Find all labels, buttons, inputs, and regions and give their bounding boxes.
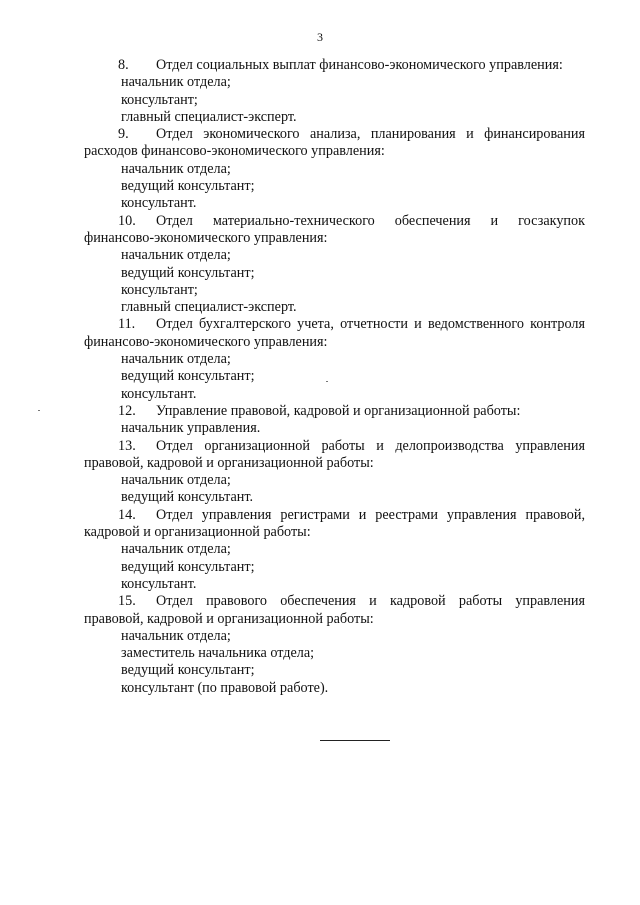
section-title: Отдел экономического анализа, планирования и финансирования расходов финансово-экономического управления: — [84, 126, 585, 160]
section-number: 10. — [118, 212, 136, 229]
position-item: консультант; — [121, 281, 198, 298]
position-item: ведущий консультант. — [121, 489, 254, 506]
position-item: начальник отдела; — [121, 627, 231, 644]
position-item: консультант. — [121, 385, 197, 402]
section-title: Отдел бухгалтерского учета, отчетности и ведомственного контроля финансово-экономического управления: — [84, 316, 585, 350]
section-title: Отдел социальных выплат финансово-экономического управления: — [156, 57, 563, 73]
section-number: 13. — [118, 437, 136, 454]
position-item: консультант; — [121, 91, 198, 108]
section-14 — [84, 507, 585, 593]
page-number: 3 — [317, 30, 323, 44]
section-number: 15. — [118, 593, 136, 610]
section-8 — [84, 57, 585, 126]
position-item: главный специалист-эксперт. — [121, 108, 297, 125]
position-item: начальник управления. — [121, 420, 261, 437]
position-item: начальник отдела; — [121, 247, 231, 264]
section-number: 14. — [118, 506, 136, 523]
position-item: ведущий консультант; — [121, 558, 255, 575]
section-11 — [84, 316, 585, 402]
section-15 — [84, 593, 585, 697]
section-title: Отдел организационной работы и делопроизводства управления правовой, кадровой и организационной работы: — [84, 437, 585, 471]
section-10 — [84, 213, 585, 317]
position-item: начальник отдела; — [121, 541, 231, 558]
scan-speck — [38, 410, 40, 411]
section-heading — [84, 507, 585, 542]
section-heading — [84, 403, 585, 420]
section-heading — [84, 57, 585, 74]
section-heading — [84, 126, 585, 161]
section-12 — [84, 403, 585, 438]
section-number: 9. — [118, 126, 129, 143]
section-title: Отдел управления регистрами и реестрами управления правовой, кадровой и организационной работы: — [84, 506, 585, 541]
position-item: ведущий консультант; — [121, 264, 255, 281]
position-item: заместитель начальника отдела; — [121, 645, 315, 662]
section-heading — [84, 213, 585, 248]
section-heading — [84, 593, 585, 628]
section-number: 8. — [118, 57, 129, 73]
position-item: начальник отдела; — [121, 351, 231, 368]
position-item: консультант. — [121, 575, 197, 592]
section-9 — [84, 126, 585, 212]
position-item: начальник отдела; — [121, 160, 231, 177]
scan-speck — [326, 381, 328, 382]
section-title: Управление правовой, кадровой и организационной работы: — [156, 402, 521, 419]
section-title: Отдел правового обеспечения и кадровой работы управления правовой, кадровой и организационной работы: — [84, 593, 585, 627]
section-heading — [84, 438, 585, 473]
section-number: 11. — [118, 316, 136, 333]
position-item: начальник отдела; — [121, 472, 231, 489]
section-title: Отдел материально-технического обеспечения и госзакупок финансово-экономического управления: — [84, 212, 585, 246]
position-item: начальник отдела; — [121, 74, 231, 91]
position-item: главный специалист-эксперт. — [121, 299, 297, 316]
position-item: консультант (по правовой работе). — [121, 679, 329, 696]
document-body — [84, 57, 585, 697]
position-item: ведущий консультант; — [121, 368, 255, 385]
position-item: ведущий консультант; — [121, 178, 255, 195]
section-number: 12. — [118, 402, 136, 419]
section-heading — [84, 316, 585, 351]
position-item: ведущий консультант; — [121, 662, 255, 679]
section-13 — [84, 438, 585, 507]
position-item: консультант. — [121, 195, 197, 212]
end-of-document-rule — [320, 740, 390, 741]
